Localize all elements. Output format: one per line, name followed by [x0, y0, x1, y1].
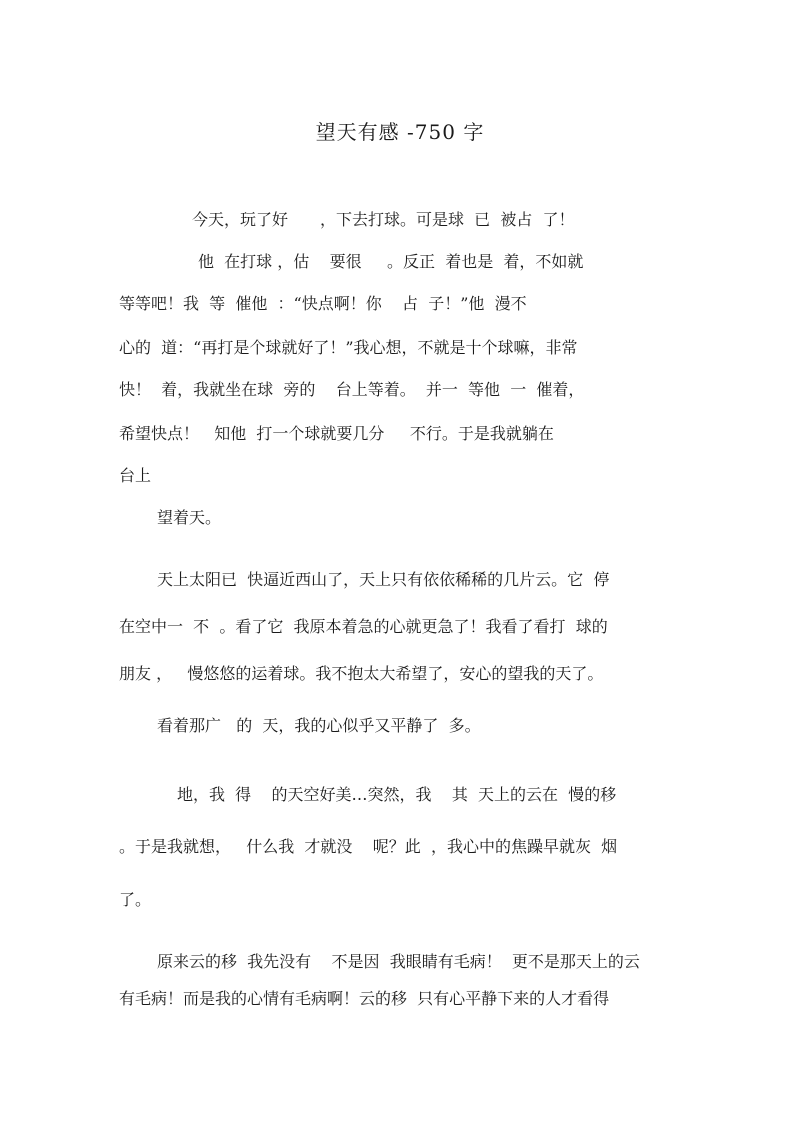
text-line: 有毛病！而是我的心情有毛病啊！云的移 只有心平静下来的人才看得 [119, 989, 610, 1008]
text-line: 了。 [119, 890, 152, 909]
text-line: 他 在打球 ，估 要很 。反正 着也是 着，不如就 [198, 252, 584, 271]
text-line: 快！ 着，我就坐在球 旁的 台上等着。 并一 等他 一 催着， [119, 380, 585, 399]
text-line: 等等吧！我 等 催他 ：“快点啊！你 占 子！”他 漫不 [119, 294, 527, 313]
text-line: 心的 道：“再打是个球就好了！”我心想，不就是十个球嘛，非常 [119, 338, 578, 357]
text-line: 希望快点！ 知他 打一个球就要几分 不行。于是我就躺在 [119, 424, 554, 443]
text-line: 今天，玩了好 ，下去打球。可是球 已 被占 了！ [192, 210, 575, 229]
text-line: 看着那广 的 天，我的心似乎又平静了 多。 [157, 716, 481, 735]
page-title: 望天有感 -750 字 [315, 120, 485, 144]
text-line: 。于是我就想， 什么我 才就没 呢？此 ，我心中的焦躁早就灰 烟 [119, 837, 618, 856]
text-line: 原来云的移 我先没有 不是因 我眼睛有毛病！ 更不是那天上的云 [157, 952, 640, 971]
text-line: 朋友 ， 慢悠悠的运着球。我不抱太大希望了，安心的望我的天了。 [119, 664, 604, 683]
text-line: 望着天。 [157, 508, 222, 527]
text-line: 天上太阳已 快逼近西山了，天上只有依依稀稀的几片云。它 停 [157, 570, 610, 589]
text-line: 在空中一 不 。看了它 我原本着急的心就更急了！我看了看打 球的 [119, 617, 608, 636]
text-line: 地，我 得 的天空好美…突然，我 其 天上的云在 慢的移 [177, 785, 617, 804]
text-line: 台上 [119, 466, 152, 485]
